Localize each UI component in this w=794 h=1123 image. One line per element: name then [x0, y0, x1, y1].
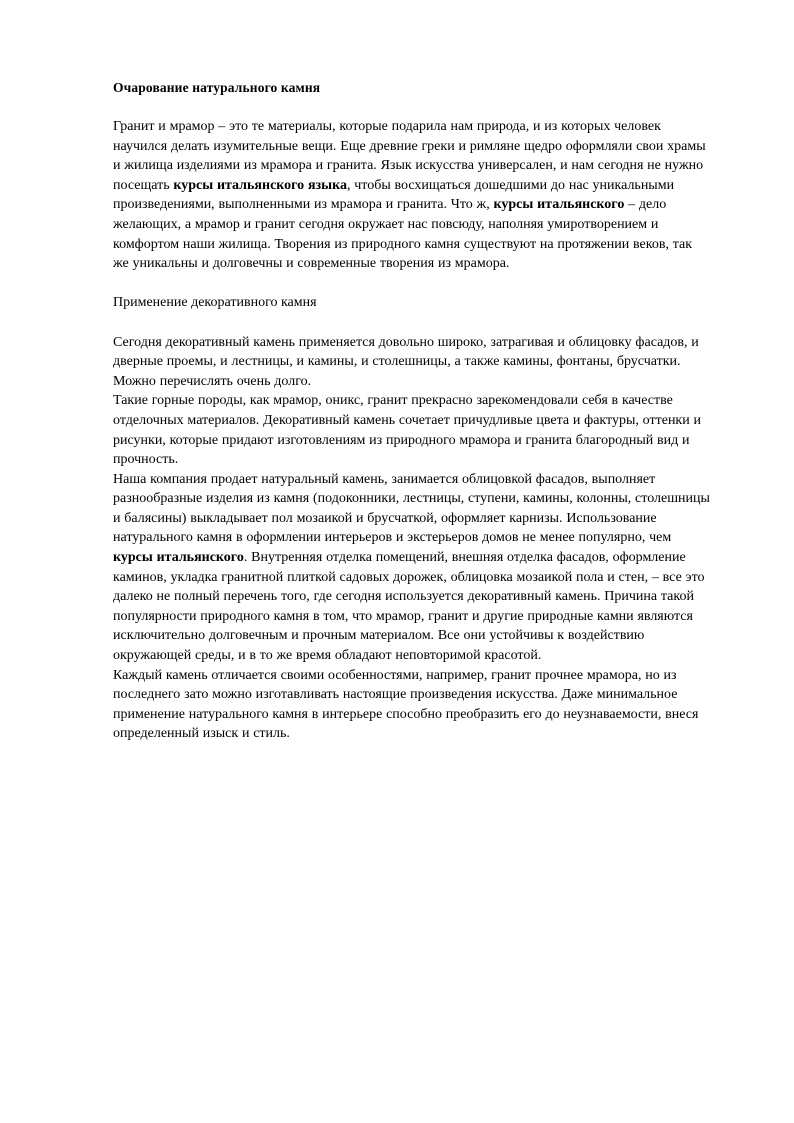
text-run: Гранит и мрамор – это те материалы, которые подарила нам природа, и из которых человек научился делать изумительные вещи. Еще древние греки и римляне щедро оформляли свои храмы и жилища изделиями из мрамора и гранита. Язык искусства универсален, и нам сегодня не нужно посещать — [113, 119, 706, 193]
body-paragraph — [113, 470, 710, 666]
text-run: Наша компания продает натуральный камень, занимается облицовкой фасадов, выполняет разнообразные изделия из камня (подоконники, лестницы, ступени, камины, колонны, столешницы и балясины) выкладывает пол мозаикой и брусчаткой, оформляет карнизы. Использование натурального камня в оформлении интерьеров и экстерьеров домов не менее популярно, чем — [113, 471, 710, 546]
page-title: Очарование натурального камня — [113, 80, 321, 95]
section-subheading: Применение декоративного камня — [113, 295, 317, 311]
body-paragraph — [113, 333, 710, 392]
document-blocks — [113, 117, 710, 744]
body-paragraph — [113, 117, 710, 274]
text-run: Сегодня декоративный камень применяется довольно широко, затрагивая и облицовку фасадов, и дверные проемы, и лестницы, и камины, и столешницы, а также камины, фонтаны, брусчатки. Можно перечислять очень долго. — [113, 334, 699, 389]
paragraph-spacer — [113, 274, 710, 294]
text-run: – дело желающих, а мрамор и гранит сегодня окружает нас повсюду, наполняя умиротворением и комфортом наши жилища. Творения из природного камня существуют на протяжении веков, так же уникальны и долговечны и современные творения из мрамора. — [113, 197, 693, 272]
document-body — [113, 78, 710, 744]
text-run: . Внутренняя отделка помещений, внешняя отделка фасадов, оформление каминов, укладка гранитной плиткой садовых дорожек, облицовка мозаикой пола и стен, – все это далеко не полный перечень того, где сегодня используется декоративный камень. Причина такой популярности природного камня в том, что мрамор, гранит и другие природные камни являются исключительно долговечным и прочным материалом. Все они устойчивы к воздействию окружающей среды, и в то же время обладают неповторимой красотой. — [113, 550, 705, 664]
emphasized-phrase: курсы итальянского — [113, 550, 244, 566]
text-run: , чтобы восхищаться дошедшими до нас уникальными произведениями, выполненными из мрамора и гранита. Что ж, — [113, 177, 675, 213]
emphasized-phrase: курсы итальянского — [493, 197, 625, 213]
text-run: Каждый камень отличается своими особенностями, например, гранит прочнее мрамора, но из последнего зато можно изготавливать настоящие произведения искусства. Даже минимальное применение натурального камня в интерьере способно преобразить его до неузнаваемости, внеся определенный изыск и стиль. — [113, 667, 699, 742]
body-paragraph — [113, 666, 710, 744]
emphasized-phrase: курсы итальянского языка — [173, 177, 347, 193]
text-run: Такие горные породы, как мрамор, оникс, гранит прекрасно зарекомендовали себя в качестве отделочных материалов. Декоративный камень сочетает причудливые цвета и фактуры, оттенки и рисунки, которые придают изготовлениям из природного мрамора и гранита благородный вид и прочность. — [113, 393, 701, 468]
paragraph-spacer — [113, 313, 710, 333]
body-paragraph — [113, 391, 710, 469]
